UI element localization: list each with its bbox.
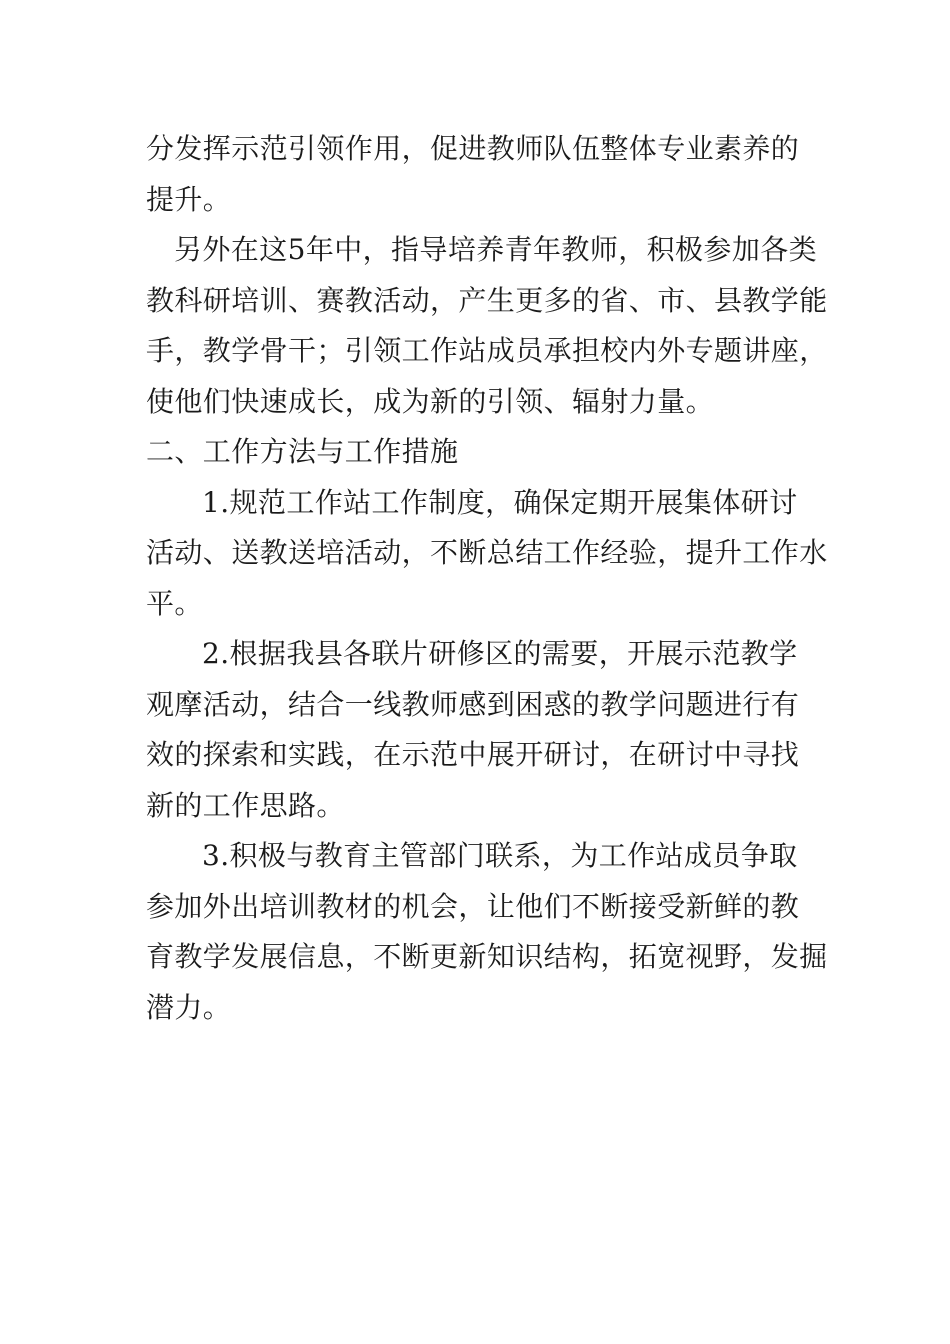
text-line: 潜力。 [146, 990, 232, 1024]
text-line: 参加外出培训教材的机会，让他们不断接受新鲜的教 [146, 889, 800, 923]
text-line: 新的工作思路。 [146, 788, 345, 822]
text-line: 分发挥示范引领作用，促进教师队伍整体专业素养的 [146, 132, 800, 165]
text-line: 教科研培训、赛教活动，产生更多的省、市、县教学能 [146, 283, 828, 317]
text-line: 2.根据我县各联片研修区的需要，开展示范教学 [202, 637, 798, 670]
text-line: 手，教学骨干；引领工作站成员承担校内外专题讲座， [146, 334, 828, 367]
text-line: 活动、送教送培活动，不断总结工作经验，提升工作水 [146, 536, 828, 569]
text-line: 观摩活动，结合一线教师感到困惑的教学问题进行有 [146, 687, 800, 721]
document-body [146, 124, 828, 1033]
text-line: 3.积极与教育主管部门联系，为工作站成员争取 [202, 839, 798, 872]
text-line: 使他们快速成长，成为新的引领、辐射力量。 [146, 384, 715, 418]
text-line: 平。 [146, 586, 203, 620]
text-line: 另外在这5年中，指导培养青年教师，积极参加各类 [174, 233, 818, 266]
text-line: 提升。 [146, 182, 232, 216]
text-line: 效的探索和实践，在示范中展开研讨，在研讨中寻找 [146, 738, 800, 771]
section-heading: 二、工作方法与工作措施 [146, 435, 459, 468]
text-line: 育教学发展信息，不断更新知识结构，拓宽视野，发掘 [146, 940, 828, 973]
text-line: 1.规范工作站工作制度，确保定期开展集体研讨 [202, 485, 798, 519]
